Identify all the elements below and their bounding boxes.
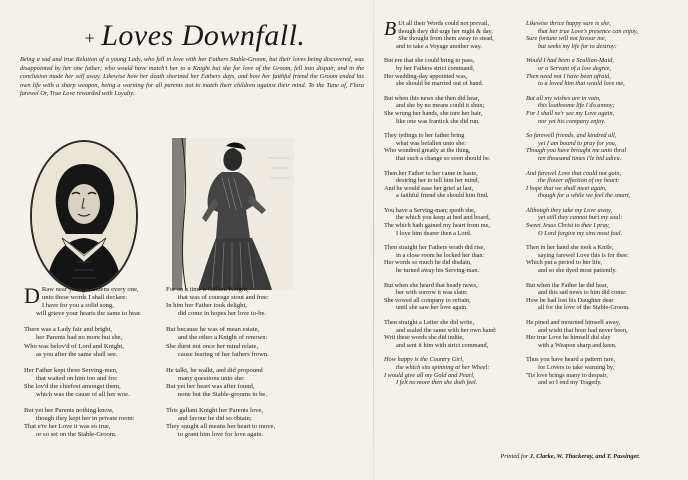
- verse-line: though they kept her in private room:: [36, 415, 135, 423]
- verse-line: to a loved him that would love me,: [538, 80, 625, 88]
- stanza: [166, 407, 306, 439]
- verse-line: How he had lost his Daughter dear: [526, 296, 614, 304]
- verse-line: many questions unto she:: [178, 374, 245, 382]
- verse-line: and she by no means could it shun;: [396, 102, 485, 110]
- ballad-introduction: Being a sad and true Relation of a young Lady, who fell in love with her Fathers Stable-Groom, but their loves being discovered, was disappointed by her one father; who would have match't her to a Knight but she for love of the Groom, fell into dispair, and in the conclusion made her self away. Likewise how her death shortned her Fathers days, and how her faithful friend the Groom ended his own life with a sharp weapon, being a warning for all parents not to match their children against their mind. To the Tune of, Flora farewel Or, True Love rewarded with Loyalty.: [20, 56, 364, 98]
- verse-line: Although they take my Love away,: [526, 206, 613, 214]
- verse-line: They tydings to her father bring: [384, 132, 465, 140]
- verse-line: But all my wishes are in vain,: [526, 94, 601, 102]
- verse-line: 'Tis love brings many to despair,: [526, 371, 608, 379]
- stanza: [384, 95, 518, 125]
- verse-line: Which put a period to her life,: [526, 259, 603, 267]
- stanza: [384, 282, 518, 312]
- verse-line: that such a change so soon should be.: [396, 154, 491, 162]
- verse-line: Then straight her Fathers wrath did rise,: [384, 244, 485, 252]
- verse-line: This gallant Knight her Parents love,: [166, 407, 264, 415]
- verse-line: her Parents had no more but she,: [36, 334, 123, 342]
- verse-line: Sure fortune will not favour me,: [526, 35, 607, 43]
- italic-stanza: [384, 356, 518, 386]
- stanza: [24, 407, 156, 439]
- verse-line: But yet her heart was after found,: [166, 382, 255, 390]
- stanza: [526, 319, 678, 349]
- printer-imprint: [390, 453, 640, 460]
- ballad-title: [30, 18, 360, 56]
- verse-line: that was of courage stout and free:: [178, 294, 269, 302]
- stanza: [166, 326, 306, 358]
- verse-line: which was the cause of all her woe.: [36, 391, 130, 399]
- verse-line: I would give all my Gold and Pearl,: [384, 371, 475, 379]
- stanza: [24, 326, 156, 358]
- verse-line: But ere that she could bring to pass,: [384, 57, 475, 65]
- stanza: [384, 207, 518, 237]
- italic-stanza: [526, 95, 678, 125]
- verse-line: Her wedding-day appointed was,: [384, 72, 468, 80]
- verse-line: or so set on the Stable-Groom.: [36, 431, 117, 439]
- verse-column-3: [384, 20, 518, 387]
- verse-line: But when this news she then did hear,: [384, 94, 480, 102]
- verse-line: Then in her hand she took a Knife,: [526, 244, 614, 252]
- printer-prefix: Printed for: [500, 453, 529, 460]
- italic-stanza: [526, 132, 678, 162]
- page-fold: [373, 0, 374, 480]
- verse-line: she should be married out of hand.: [396, 80, 484, 88]
- verse-line: And farewel Love that could not gain,: [526, 169, 622, 177]
- verse-line: as you after the same shall see.: [36, 350, 118, 358]
- verse-line: desiring her to tell him her mind,: [396, 177, 480, 185]
- verse-line: and so I end my Tragedy.: [538, 379, 602, 387]
- verse-line: For on a time a Gallant Knight,: [166, 286, 249, 293]
- verse-line: or a Servant of a low degree,: [538, 64, 612, 72]
- verse-line: the which sits spinning at her Wheel:: [396, 363, 490, 371]
- verse-line: He talkt, he walkt, and did propound: [166, 366, 263, 374]
- verse-line: and to take a Voyage another way.: [396, 42, 482, 50]
- verse-line: Then straight a Letter she did write,: [384, 319, 475, 326]
- stanza: [166, 286, 306, 318]
- verse-line: How happy is the Country Girl,: [384, 356, 464, 364]
- drop-capital: D: [24, 283, 40, 308]
- verse-line: You have a Serving-man; quoth she,: [384, 206, 476, 214]
- verse-line: But yet her Parents nothing know,: [24, 407, 114, 415]
- title-text: Loves Downfall.: [101, 19, 306, 52]
- verse-line: There was a Lady fair and bright,: [24, 326, 113, 334]
- verse-line: and favour he did so obtain;: [178, 415, 252, 423]
- verse-line: She wrung her hands, she tore her hair,: [384, 109, 483, 117]
- stanza: [384, 20, 518, 50]
- verse-line: until she saw her love again.: [396, 304, 468, 312]
- stanza: [384, 132, 518, 162]
- verse-line: for Lovers to take warning by,: [538, 363, 615, 371]
- verse-line: cause fearing of her fathers frown.: [178, 350, 269, 358]
- verse-line: and so she dyed most patiently.: [538, 267, 617, 275]
- verse-line: That e're her Love it was so true,: [24, 423, 111, 431]
- stanza: [526, 356, 678, 386]
- italic-stanza: [526, 57, 678, 87]
- verse-line: Then her Father to her came in haste,: [384, 169, 478, 177]
- verse-line: They sought all means her heart to move,: [166, 423, 276, 431]
- verse-column-2: [166, 286, 306, 448]
- verse-line: Then need not I have been afraid,: [526, 72, 611, 80]
- verse-line: will grieve your hearts the same to hear.: [36, 310, 142, 318]
- verse-line: saying farewel Love this is for thee:: [538, 251, 629, 259]
- italic-stanza: [526, 170, 678, 200]
- verse-line: I felt no more then she doth feel.: [396, 379, 478, 387]
- verse-line: In him her Father took delight,: [166, 302, 247, 310]
- verse-line: Who wondred greatly at the thing,: [384, 147, 471, 155]
- verse-line: But when she heard that heady news,: [384, 281, 478, 289]
- stanza: [526, 244, 678, 274]
- verse-line: what was befallen unto she:: [396, 139, 466, 147]
- verse-line: Raw near young Maidens every one,: [41, 286, 139, 293]
- verse-line: But because he was of mean estate,: [166, 326, 260, 334]
- verse-line: Sweet Jesus Christ to thee I pray,: [526, 222, 610, 230]
- verse-line: did come in hopes her love to-be.: [178, 310, 267, 318]
- stanza: [384, 244, 518, 274]
- verse-line: So farewell friends, and kindred all,: [526, 132, 617, 140]
- verse-line: Ut all their Words could not prevail,: [398, 20, 490, 27]
- stanza: [384, 319, 518, 349]
- verse-line: She thought from them away to stead,: [398, 35, 494, 43]
- verse-line: to grant him love for love again.: [178, 431, 264, 439]
- verse-column-1: [24, 283, 156, 448]
- verse-line: nor yet his company enjoy.: [538, 117, 606, 125]
- stanza: [24, 367, 156, 399]
- verse-line: he turned away his Serving-man.: [396, 267, 480, 275]
- verse-line: I love him dearer then a Lord.: [396, 229, 472, 237]
- drop-capital: B: [384, 18, 397, 40]
- verse-line: none but the Stable-grooms to be.: [178, 391, 267, 399]
- verse-line: O Lord forgive my sins most foul.: [538, 229, 623, 237]
- verse-line: her with sorrow it was slain:: [396, 289, 468, 297]
- verse-line: She durst not once her mind relate,: [166, 342, 259, 350]
- verse-line: but seeks my life for to destroy:: [538, 42, 617, 50]
- verse-line: all for the love of the Stable-Groom.: [538, 304, 630, 312]
- verse-line: though they did urge her night & day,: [398, 27, 493, 35]
- verse-line: the flower affection of my heart:: [538, 177, 620, 185]
- verse-line: And he would ease her grief at last,: [384, 184, 474, 192]
- verse-line: and this sad news to him did come:: [538, 289, 627, 297]
- portrait-woodcut: [30, 140, 138, 292]
- stanza: [24, 283, 156, 318]
- verse-line: and sent it him with strict command,: [396, 341, 489, 349]
- verse-line: Though you have brought me unto thral: [526, 147, 627, 155]
- verse-line: yet still they cannot hurt my soul:: [538, 214, 623, 222]
- verse-column-4: [526, 20, 678, 387]
- verse-line: Would I had been a Scullian-Maid,: [526, 57, 614, 65]
- verse-line: this loathsome life I do annoy;: [538, 102, 615, 110]
- standing-figure-image: [172, 138, 294, 290]
- italic-stanza: [526, 207, 678, 237]
- verse-line: like one was frantick she did run.: [396, 117, 480, 125]
- verse-line: The which hath gained my heart from me,: [384, 222, 490, 230]
- verse-line: yet I am bound to pray for you,: [538, 139, 617, 147]
- verse-line: Likewise thrice happy sure is she,: [526, 20, 611, 27]
- woman-portrait-image: [32, 142, 136, 290]
- verse-line: I have for you a solid song,: [41, 302, 114, 310]
- verse-line: in a close room he locked her than:: [396, 251, 485, 259]
- stanza: [166, 367, 306, 399]
- verse-line: though for a while we feel the smart,: [538, 192, 631, 200]
- verse-line: and sealed the same with her own hand:: [396, 326, 497, 334]
- title-cross-mark: +: [84, 28, 96, 49]
- figure-woodcut: [172, 138, 294, 290]
- verse-line: ten thousand times i'le bid adieu.: [538, 154, 622, 162]
- verse-line: that waited on him too and fro:: [36, 374, 118, 382]
- verse-line: Her words so much he did disdain,: [384, 259, 472, 267]
- verse-line: He pined and mourned himself away,: [526, 319, 621, 326]
- verse-line: by her Fathers strict command,: [396, 64, 475, 72]
- verse-line: Writ these words she did indite,: [384, 334, 464, 342]
- printer-names: J. Clarke, W. Thackeray, and T. Passinger.: [529, 453, 640, 460]
- stanza: [526, 282, 678, 312]
- verse-line: a faithful friend she should him find.: [396, 192, 489, 200]
- stanza: [384, 57, 518, 87]
- italic-stanza: [526, 20, 678, 50]
- verse-line: For I shall ne'r see my Love again,: [526, 109, 615, 117]
- verse-line: Her true Love he himself did slay: [526, 334, 611, 342]
- verse-line: Thus you have heard a pattern rare,: [526, 356, 615, 364]
- verse-line: unto these words I shall declare:: [41, 294, 128, 302]
- verse-line: with a Weapon sharp and keen.: [538, 341, 617, 349]
- verse-line: Her Father kept three Serving-men,: [24, 366, 118, 374]
- verse-line: I hope that we shall meet again,: [526, 184, 607, 192]
- verse-line: the which you keep at bed and board,: [396, 214, 491, 222]
- verse-line: and wisht that hour had never been,: [538, 326, 628, 334]
- verse-line: She vowed all company to refrain,: [384, 296, 471, 304]
- verse-line: that her true Love's presence can enjoy,: [538, 27, 638, 35]
- verse-line: and the other a Knight of renown:: [178, 334, 268, 342]
- stanza: [384, 170, 518, 200]
- verse-line: But when the Father he did hear,: [526, 281, 609, 289]
- verse-line: Who was belov'd of Lord and Knight,: [24, 342, 124, 350]
- verse-line: She lov'd the chiefest amongst them,: [24, 382, 121, 390]
